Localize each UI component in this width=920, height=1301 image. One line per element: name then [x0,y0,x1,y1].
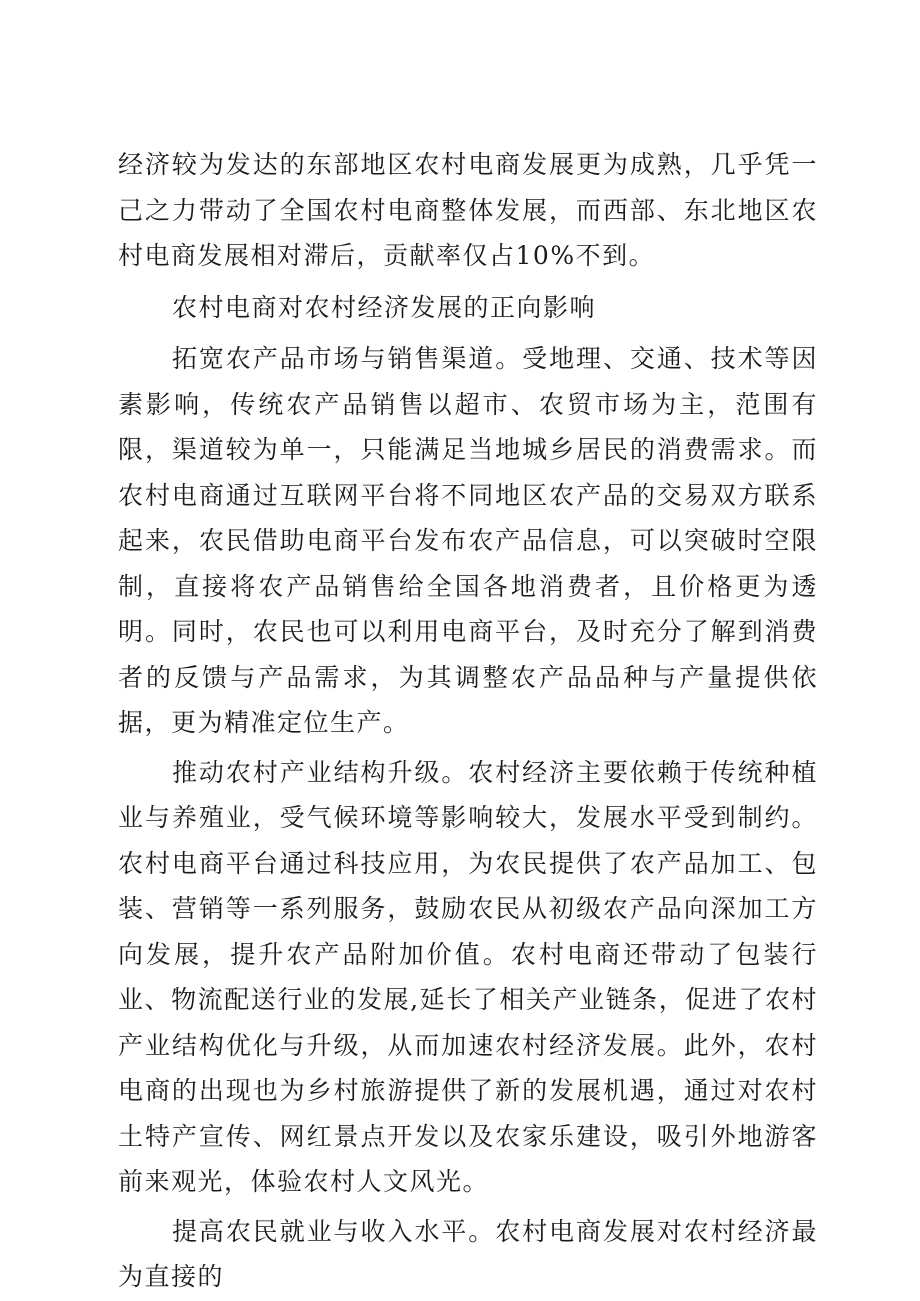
document-body [118,142,818,1300]
paragraph-gap [118,279,818,283]
section-heading: 农村电商对农村经济发展的正向影响 [172,292,597,322]
paragraph-employment-income: 提高农民就业与收入水平。农村电商发展对农村经济最为直接的 [118,1216,818,1291]
paragraph-continuation: 经济较为发达的东部地区农村电商发展更为成熟，几乎凭一己之力带动了全国农村电商整体发展，而西部、东北地区农村电商发展相对滞后，贡献率仅占10%不到。 [118,150,818,270]
paragraph-industry-upgrade: 推动农村产业结构升级。农村经济主要依赖于传统种植业与养殖业，受气候环境等影响较大，发展水平受到制约。农村电商平台通过科技应用，为农民提供了农产品加工、包装、营销等一系列服务，鼓励农民从初级农产品向深加工方向发展，提升农产品附加价值。农村电商还带动了包装行业、物流配送行业的发展,延长了相关产业链条，促进了农村产业结构优化与升级，从而加速农村经济发展。此外，农村电商的出现也为乡村旅游提供了新的发展机遇，通过对农村土特产宣传、网红景点开发以及农家乐建设，吸引外地游客前来观光，体验农村人文风光。 [118,757,818,1196]
paragraph-market-channels: 拓宽农产品市场与销售渠道。受地理、交通、技术等因素影响，传统农产品销售以超市、农贸市场为主，范围有限，渠道较为单一，只能满足当地城乡居民的消费需求。而农村电商通过互联网平台将不同地区农产品的交易双方联系起来，农民借助电商平台发布农产品信息，可以突破时空限制，直接将农产品销售给全国各地消费者，且价格更为透明。同时，农民也可以利用电商平台，及时充分了解到消费者的反馈与产品需求，为其调整农产品品种与产量提供依据，更为精准定位生产。 [118,344,818,737]
